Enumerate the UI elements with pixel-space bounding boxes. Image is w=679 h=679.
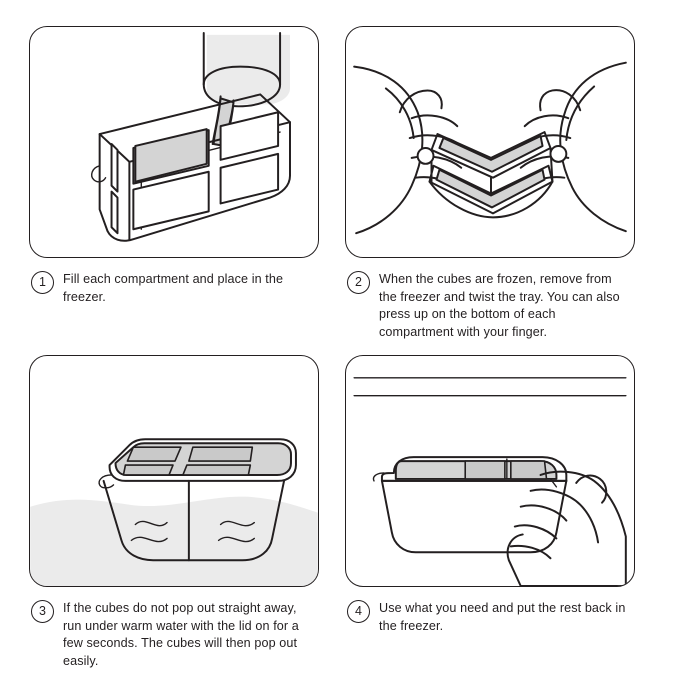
step-2-text: When the cubes are frozen, remove from the freezer and twist the tray. You can also press up on the bottom of each compartment with your finger. <box>379 272 620 339</box>
step-4-text: Use what you need and put the rest back in the freezer. <box>379 601 626 633</box>
step-1-number: 1 <box>31 271 54 294</box>
step-4-number: 4 <box>347 600 370 623</box>
illustration-twisting-tray <box>346 27 634 257</box>
step-4 <box>345 355 635 635</box>
step-1-text: Fill each compartment and place in the freezer. <box>63 272 284 304</box>
step-1-illustration-panel <box>29 26 319 258</box>
step-3-illustration-panel <box>29 355 319 587</box>
step-3-number: 3 <box>31 600 54 623</box>
step-3-caption <box>29 600 319 670</box>
step-2-number: 2 <box>347 271 370 294</box>
step-1 <box>29 26 319 306</box>
step-4-illustration-panel <box>345 355 635 587</box>
step-4-caption <box>345 600 635 635</box>
step-2 <box>345 26 635 341</box>
illustration-tray-under-water <box>30 356 318 586</box>
step-3 <box>29 355 319 670</box>
illustration-pouring-into-tray <box>30 27 318 257</box>
illustration-hand-holding-tray <box>346 356 634 586</box>
step-2-illustration-panel <box>345 26 635 258</box>
step-3-text: If the cubes do not pop out straight away, run under warm water with the lid on for a few seconds. The cubes will then pop out easily. <box>63 601 299 668</box>
step-2-caption <box>345 271 635 341</box>
step-1-caption <box>29 271 319 306</box>
